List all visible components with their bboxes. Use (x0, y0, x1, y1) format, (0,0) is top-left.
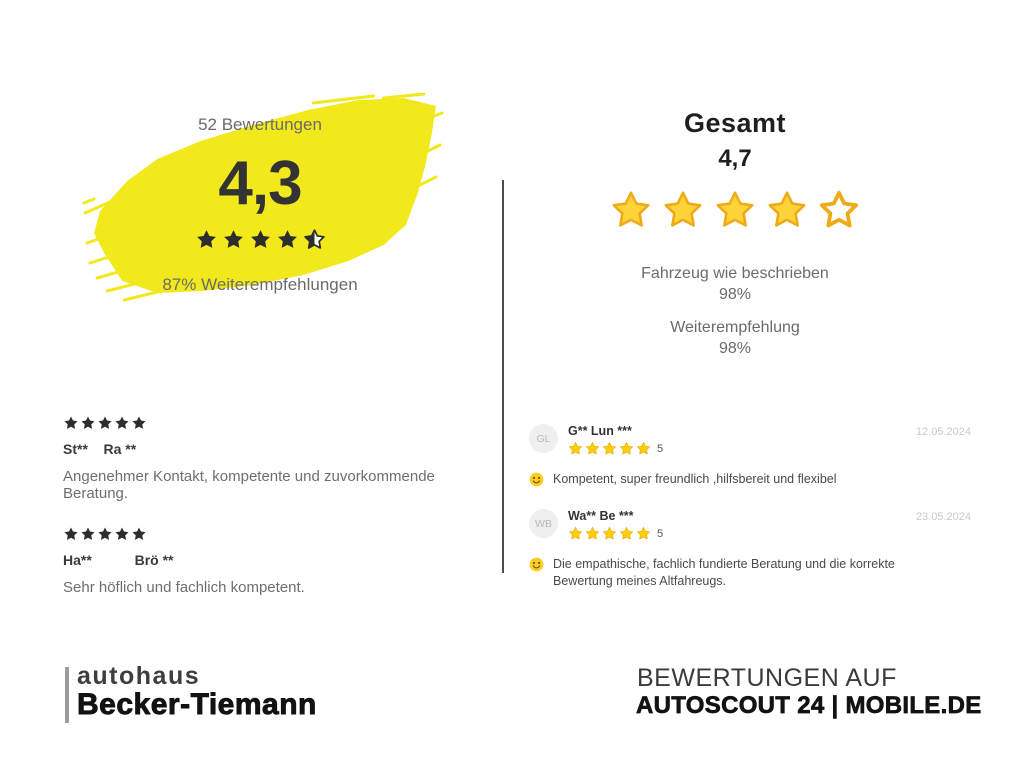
review-score: 5 (657, 443, 664, 455)
review-author: Wa** Be *** (568, 509, 634, 523)
review-author: G** Lun *** (568, 424, 632, 438)
review-count-label: 52 Bewertungen (198, 115, 322, 134)
review-text: Sehr höflich und fachlich kompetent. (63, 579, 305, 596)
dealer-logo-line1: autohaus (77, 662, 201, 690)
metric-label: Fahrzeug wie beschrieben (641, 265, 829, 282)
left-review-list (63, 414, 463, 596)
dealer-logo-bar (65, 667, 69, 723)
review-body (529, 556, 971, 590)
overall-rating-value: 4,7 (718, 145, 752, 172)
review-date: 23.05.2024 (915, 511, 971, 523)
review-header (529, 509, 971, 543)
metric-label: Weiterempfehlung (670, 319, 800, 336)
overall-rating-summary (525, 108, 945, 359)
rating-value: 4,3 (218, 149, 302, 218)
review-rating-row (568, 525, 663, 543)
metric-vehicle-as-described (525, 263, 945, 305)
review-author-block (568, 509, 663, 543)
review-item (529, 424, 971, 488)
avatar: WB (529, 509, 558, 538)
review-item (63, 414, 463, 502)
review-text: Die empathische, fachlich fundierte Beratung und die korrekte Bewertung meines Altfahreugs. (553, 557, 895, 588)
review-stars (568, 440, 653, 458)
overall-title: Gesamt (683, 108, 787, 138)
review-item (529, 509, 971, 590)
smiley-icon (529, 557, 544, 572)
review-body (529, 471, 971, 488)
metric-recommendation (525, 317, 945, 359)
review-author: Ha** Brö ** (63, 552, 174, 568)
platforms-heading: BEWERTUNGEN AUF (637, 664, 897, 692)
metric-value: 98% (718, 286, 752, 303)
review-text: Angenehmer Kontakt, kompetente und zuvorkommende Beratung. (63, 468, 435, 502)
dealer-logo-line2: Becker-Tiemann (77, 688, 317, 721)
review-stars (63, 525, 463, 543)
review-author: St** Ra ** (63, 441, 137, 457)
review-stars (63, 414, 463, 432)
left-rating-summary (70, 103, 450, 295)
overall-rating-stars (525, 189, 945, 231)
rating-stars (70, 228, 450, 251)
review-score: 5 (657, 528, 664, 540)
right-review-list (529, 424, 971, 590)
review-text: Kompetent, super freundlich ,hilfsbereit und flexibel (553, 472, 837, 486)
review-stars (568, 525, 653, 543)
smiley-icon (529, 472, 544, 487)
recommendation-rate-label: 87% Weiterempfehlungen (162, 275, 358, 294)
review-author-block (568, 424, 663, 458)
review-date: 12.05.2024 (915, 426, 971, 438)
avatar: GL (529, 424, 558, 453)
review-item (63, 525, 463, 596)
vertical-divider (502, 180, 504, 573)
review-rating-row (568, 440, 663, 458)
metric-value: 98% (718, 340, 752, 357)
review-header (529, 424, 971, 458)
platforms-names: AUTOSCOUT 24 | MOBILE.DE (636, 692, 982, 719)
